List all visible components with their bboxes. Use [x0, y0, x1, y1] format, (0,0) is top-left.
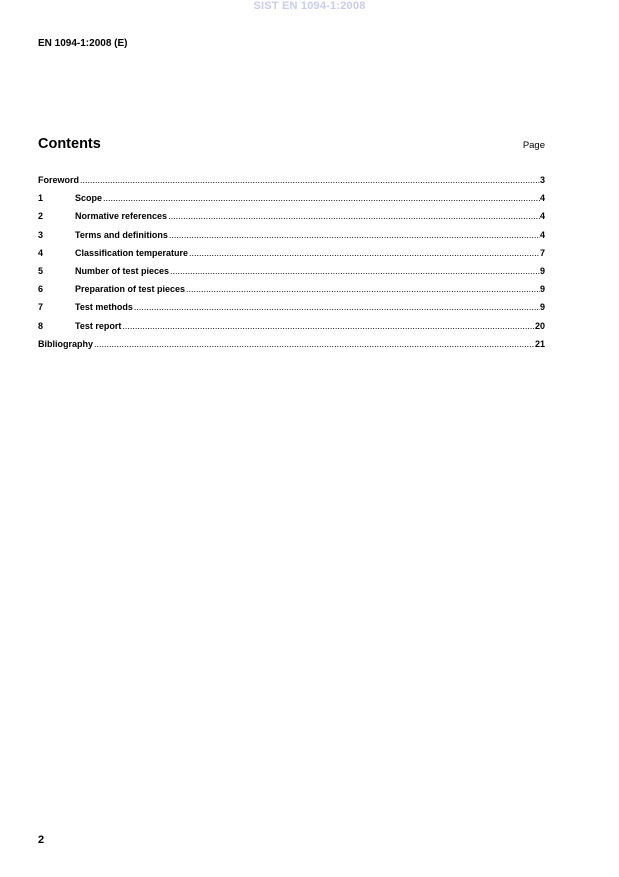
watermark: SIST EN 1094-1:2008: [253, 0, 366, 12]
toc-entry-test-report[interactable]: [38, 321, 545, 339]
toc-leader: [103, 193, 540, 203]
toc-leader: [186, 284, 540, 294]
toc-leader: [134, 302, 540, 312]
toc-leader: [170, 266, 540, 276]
toc-entry-page: 7: [539, 247, 545, 258]
toc-entry-title: Scope: [75, 193, 103, 204]
toc-entry-page: 4: [539, 211, 545, 222]
toc-leader: [80, 175, 540, 185]
toc-leader: [122, 321, 535, 331]
toc-entry-title: Terms and definitions: [75, 229, 168, 240]
toc-entry-page: 4: [539, 229, 545, 240]
toc-entry-title: Number of test pieces: [75, 265, 170, 276]
toc-entry-test-methods[interactable]: [38, 302, 545, 320]
toc-entry-number: 3: [38, 229, 44, 240]
toc-entry-title: Test report: [75, 320, 122, 331]
toc-entry-title: Preparation of test pieces: [75, 284, 186, 295]
toc-entry-page: 9: [539, 284, 545, 295]
contents-heading: Contents: [38, 136, 101, 152]
toc-entry-title: Bibliography: [38, 338, 94, 349]
toc-leader: [169, 230, 540, 240]
toc-entry-normative-references[interactable]: [38, 211, 545, 229]
toc-entry-page: 3: [539, 175, 545, 185]
toc-entry-page: 21: [534, 338, 545, 349]
toc-entry-page: 20: [534, 320, 545, 331]
toc-entry-number: 7: [38, 302, 44, 313]
toc-leader: [168, 211, 540, 221]
toc-entry-title: Foreword: [38, 175, 80, 185]
toc-entry-number: 8: [38, 320, 44, 331]
document-id: EN 1094-1:2008 (E): [38, 38, 128, 49]
toc-entry-page: 9: [539, 302, 545, 313]
toc-entry-terms-and-definitions[interactable]: [38, 230, 545, 248]
toc-entry-number: 2: [38, 211, 44, 222]
table-of-contents: [38, 175, 545, 357]
toc-entry-number: 4: [38, 247, 44, 258]
toc-entry-number-of-test-pieces[interactable]: [38, 266, 545, 284]
page-column-label: Page: [522, 140, 545, 151]
toc-entry-title: Classification temperature: [75, 247, 189, 258]
toc-entry-number: 6: [38, 284, 44, 295]
toc-entry-title: Normative references: [75, 211, 168, 222]
toc-leader: [189, 248, 540, 258]
toc-entry-scope[interactable]: [38, 193, 545, 211]
page-number: 2: [38, 834, 45, 846]
toc-entry-preparation-of-test-pieces[interactable]: [38, 284, 545, 302]
toc-entry-foreword[interactable]: [38, 175, 545, 193]
toc-entry-classification-temperature[interactable]: [38, 248, 545, 266]
toc-entry-page: 9: [539, 265, 545, 276]
toc-entry-bibliography[interactable]: [38, 339, 545, 357]
toc-leader: [94, 339, 535, 349]
toc-entry-title: Test methods: [75, 302, 133, 313]
toc-entry-page: 4: [539, 193, 545, 204]
toc-entry-number: 5: [38, 265, 44, 276]
toc-entry-number: 1: [38, 193, 44, 204]
